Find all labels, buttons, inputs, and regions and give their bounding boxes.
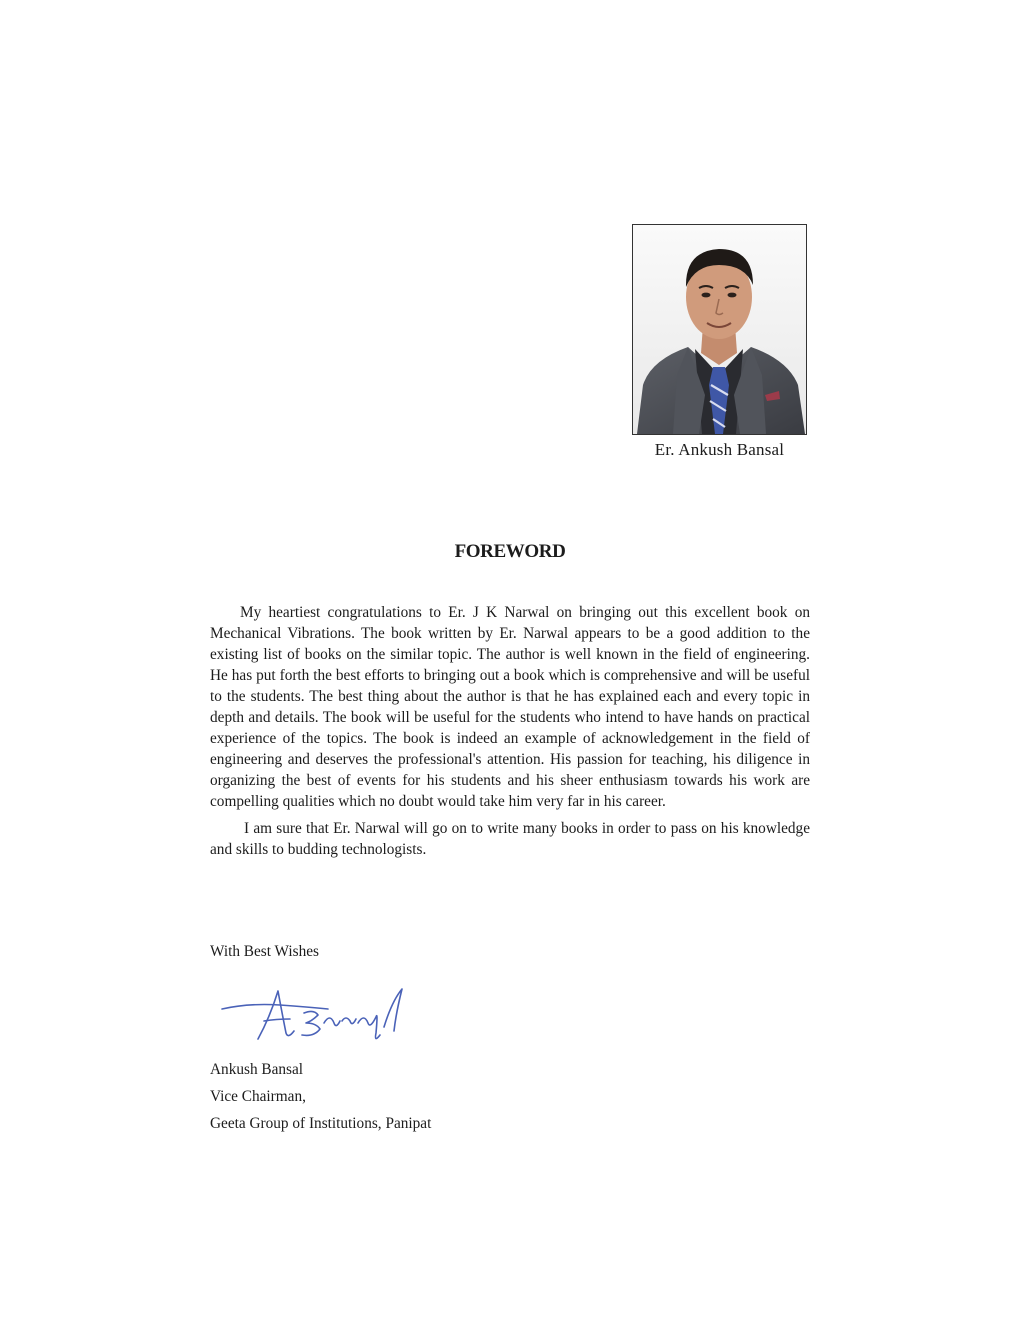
portrait-caption: Er. Ankush Bansal xyxy=(654,440,785,459)
closing-salutation: With Best Wishes xyxy=(210,943,319,960)
handwritten-signature xyxy=(218,983,413,1045)
signer-block xyxy=(210,1056,431,1137)
signer-name: Ankush Bansal xyxy=(210,1061,304,1078)
signer-organization: Geeta Group of Institutions, Panipat xyxy=(210,1115,432,1132)
signer-designation: Vice Chairman, xyxy=(210,1088,306,1105)
page-title: FOREWORD xyxy=(454,541,566,562)
foreword-paragraph-1: My heartiest congratulations to Er. J K Narwal on bringing out this excellent book on Mechanical Vibrations. The book written by Er. Narwal appears to be a good addition to the existing list of books on the similar topic. The author is well known in the field of engineering. He has put forth the best efforts to bringing out a book which is comprehensive and will be useful to the students. The best thing about the author is that he has explained each and every topic in depth and details. The book will be useful for the students who intend to have hands on practical experience of the topics. The book is indeed an example of acknowledgement in the field of engineering and deserves the professional's attention. His passion for teaching, his diligence in organizing the best of events for his students and his sheer enthusiasm towards his work are compelling qualities which no doubt would take him very far in his career. xyxy=(210,604,810,810)
portrait-image xyxy=(633,225,806,434)
author-portrait xyxy=(632,224,807,435)
foreword-body xyxy=(210,602,810,866)
foreword-paragraph-2: I am sure that Er. Narwal will go on to write many books in order to pass on his knowledge and skills to budding technologists. xyxy=(210,820,810,858)
